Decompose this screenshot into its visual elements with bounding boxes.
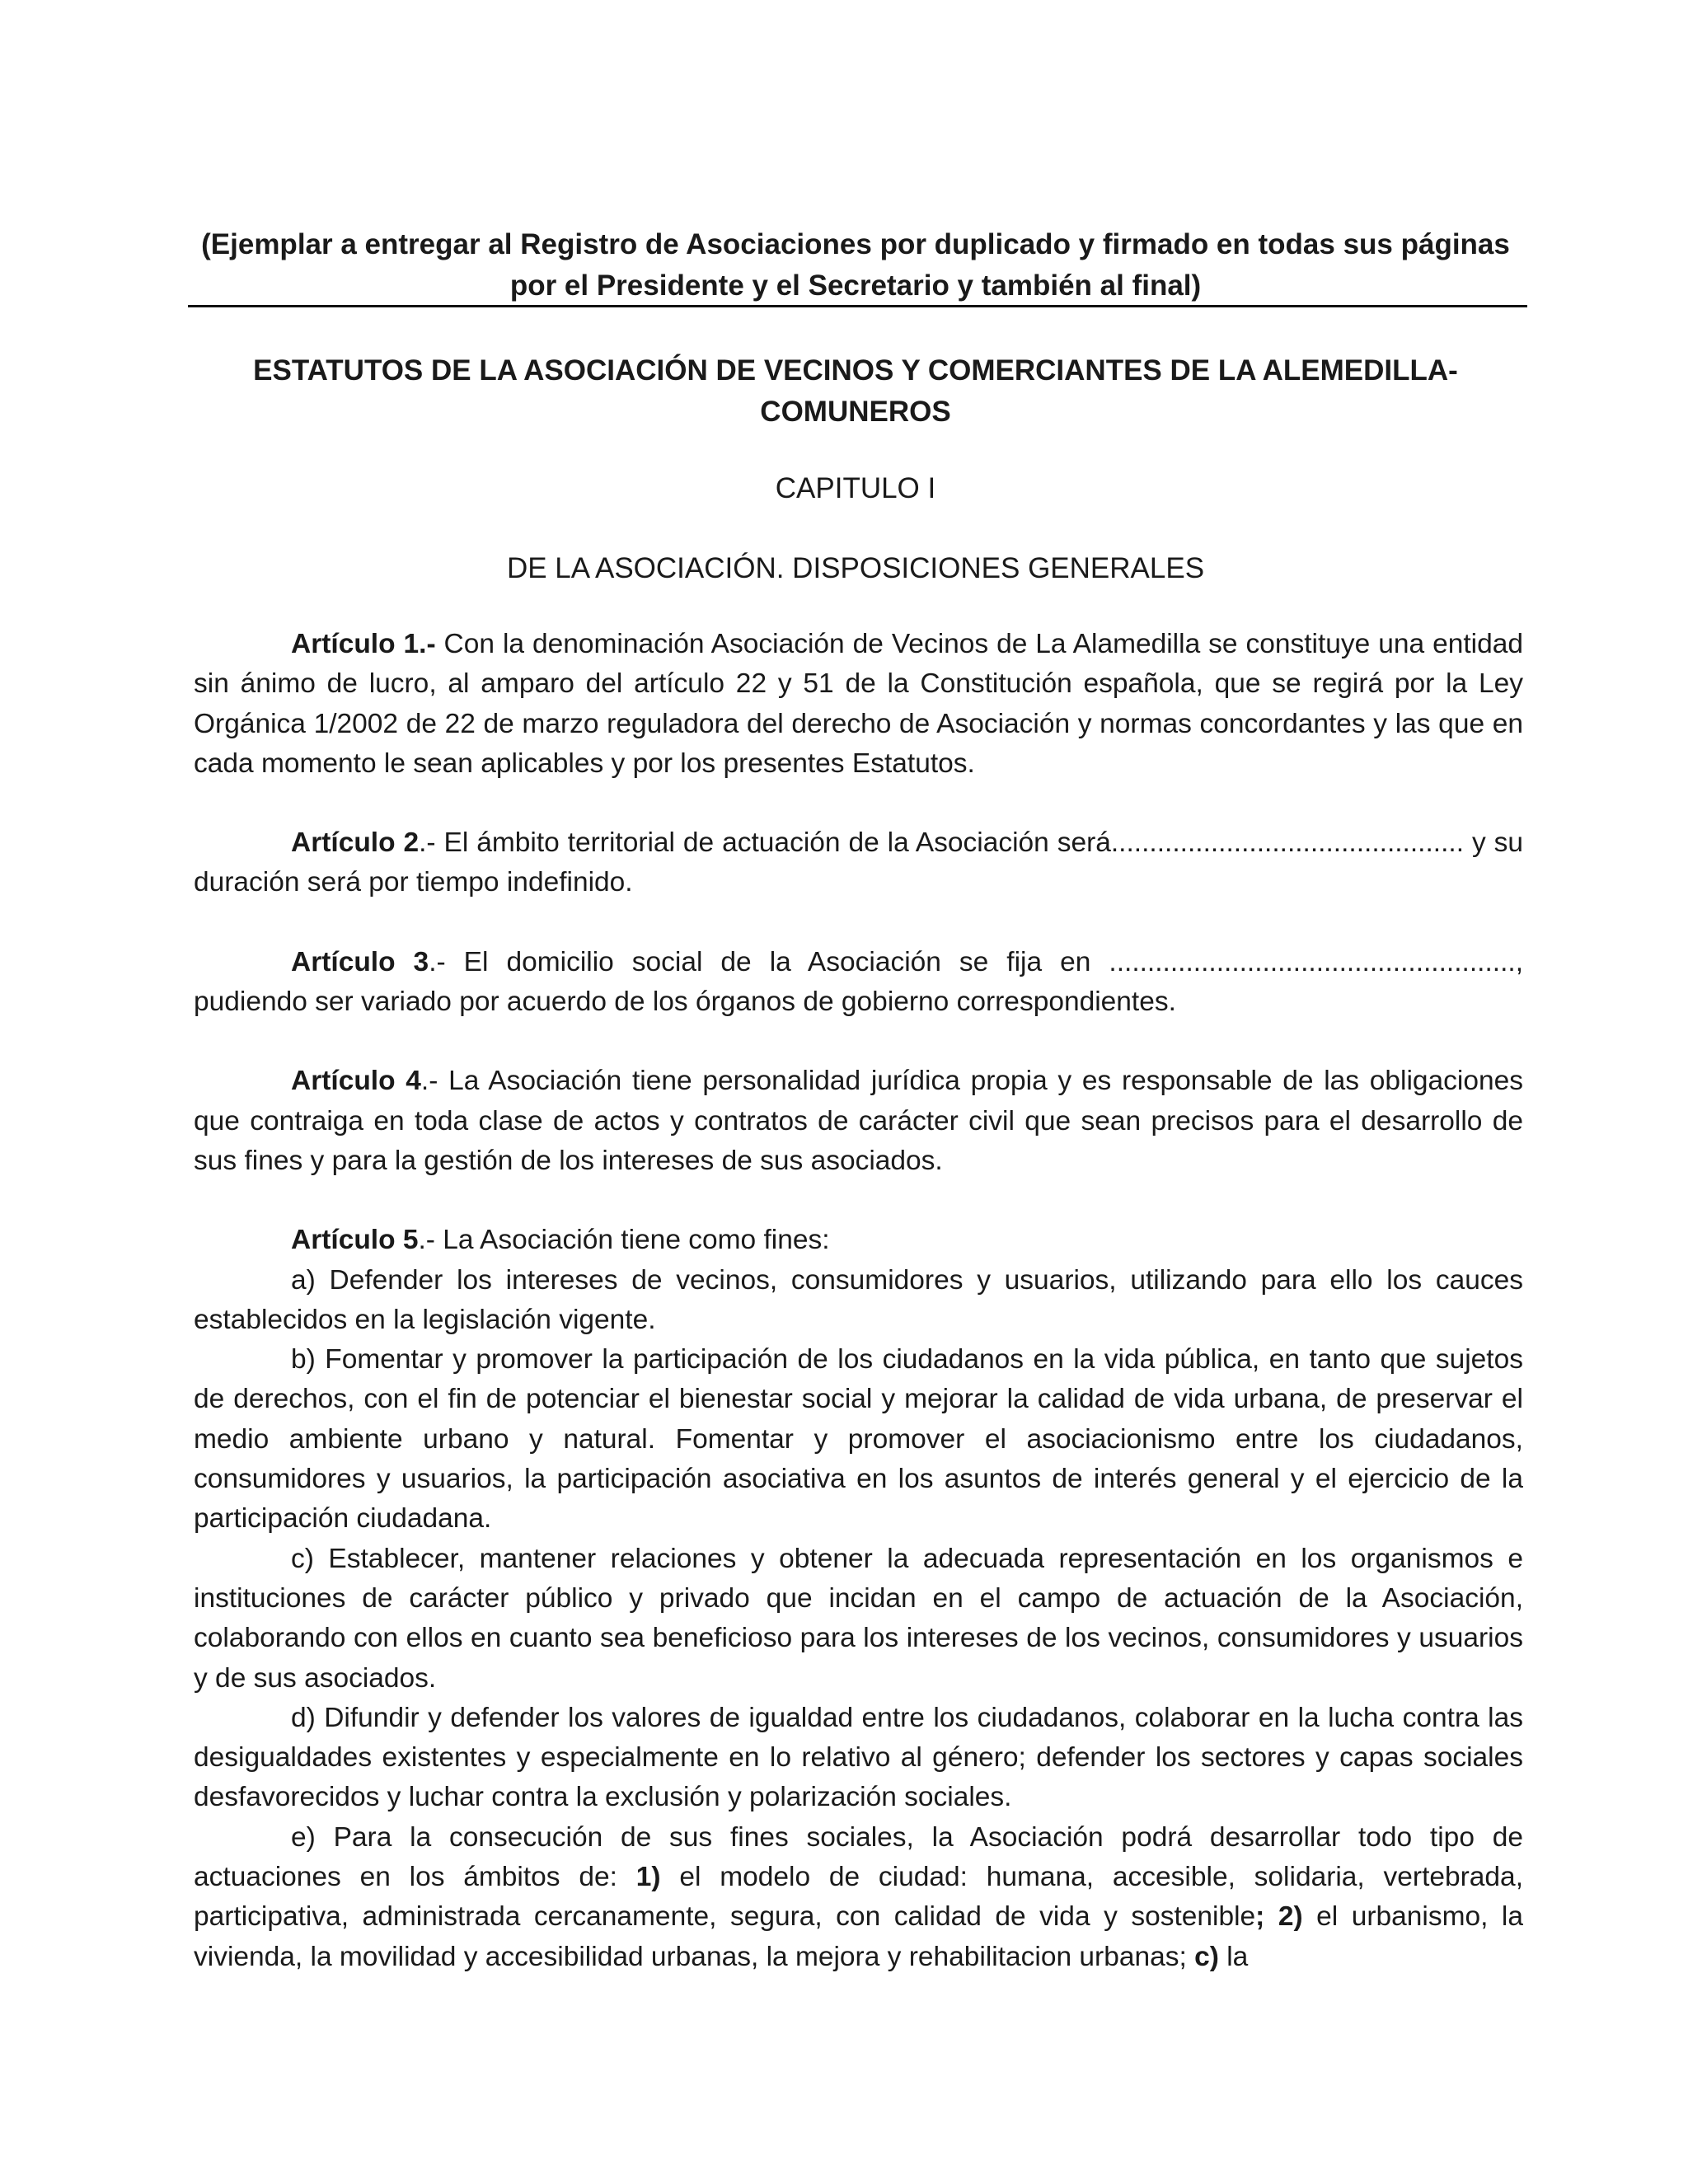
- item-e-text-3: el urbanismo, la vivienda, la movilidad y accesibilidad urbanas, la mejora y rehabilitacion urbanas;: [194, 1901, 1523, 1972]
- article-5: [194, 1221, 1523, 1260]
- document-title: ESTATUTOS DE LA ASOCIACIÓN DE VECINOS Y COMERCIANTES DE LA ALEMEDILLA-COMUNEROS: [253, 354, 1458, 428]
- item-e-space: [1264, 1901, 1278, 1932]
- item-e-text-2: el modelo de ciudad: humana, accesible, solidaria, vertebrada, participativa, administrada cercanamente, segura, con calidad de vida y sostenible: [194, 1862, 1524, 1933]
- item-e-marker-2: 2): [1278, 1901, 1303, 1933]
- article-5-item-a: a) Defender los intereses de vecinos, consumidores y usuarios, utilizando para ello los cauces establecidos en la legislación vigente.: [194, 1264, 1523, 1335]
- article-5-item-d: d) Difundir y defender los valores de igualdad entre los ciudadanos, colaborar en la lucha contra las desigualdades existentes y especialmente en lo relativo al género; defender los sectores y capas sociales desfavorecidos y luchar contra la exclusión y polarización sociales.: [194, 1702, 1523, 1813]
- submission-note-line-1: (Ejemplar a entregar al Registro de Asociaciones por duplicado y firmado en todas sus páginas: [201, 228, 1510, 260]
- article-5-label: Artículo 5: [291, 1225, 419, 1256]
- chapter-number: CAPITULO I: [775, 472, 936, 504]
- article-5-text: .- La Asociación tiene como fines:: [418, 1225, 830, 1256]
- article-3-label: Artículo 3: [291, 946, 429, 977]
- item-e-text-1: e) Para la consecución de sus fines sociales, la Asociación podrá desarrollar todo tipo de actuaciones en los ámbitos de:: [194, 1821, 1523, 1893]
- article-5-item-b: b) Fomentar y promover la participación de los ciudadanos en la vida pública, en tanto que sujetos de derechos, con el fin de potenciar el bienestar social y mejorar la calidad de vida urbana, de preservar el medio ambiente urbano y natural. Fomentar y promover el asociacionismo entre los ciudadanos, consumidores y usuarios, la participación asociativa en los asuntos de interés general y el ejercicio de la participación ciudadana.: [194, 1344, 1523, 1535]
- article-4-text: .- La Asociación tiene personalidad jurídica propia y es responsable de las obligaciones que contraiga en toda clase de actos y contratos de carácter civil que sean precisos para el desarrollo de sus fines y para la gestión de los intereses de sus asociados.: [194, 1066, 1524, 1176]
- article-3: [194, 943, 1523, 1023]
- submission-note: [188, 224, 1523, 307]
- article-2: [194, 823, 1523, 903]
- article-1-label: Artículo 1.-: [291, 629, 436, 659]
- header-divider: [188, 305, 1527, 307]
- item-e-text-4: la: [1218, 1941, 1249, 1972]
- document-body: [194, 625, 1523, 1977]
- article-2-label: Artículo 2: [291, 827, 420, 859]
- submission-note-line-2: por el Presidente y el Secretario y también al final): [509, 269, 1202, 302]
- article-5-item-c: c) Establecer, mantener relaciones y obtener la adecuada representación en los organismos e instituciones de carácter público y privado que incidan en el campo de actuación de la Asociación, colaborando con ellos en cuanto sea beneficioso para los intereses de los vecinos, consumidores y usuarios y de sus asociados.: [194, 1543, 1523, 1694]
- article-3-text: .- El domicilio social de la Asociación se fija en ....................................................., pudiendo ser variado por acuerdo de los órganos de gobierno correspondientes.: [194, 946, 1523, 1018]
- article-4-label: Artículo 4: [291, 1066, 421, 1097]
- item-e-marker-1: 1): [635, 1862, 661, 1893]
- article-1: [194, 625, 1523, 784]
- article-2-text: .- El ámbito territorial de actuación de la Asociación será.............................................. y su duración será por tiempo indefinido.: [194, 827, 1523, 898]
- item-e-semicolon: ;: [1255, 1901, 1265, 1933]
- article-4: [194, 1062, 1523, 1181]
- article-5-item-e: [194, 1818, 1523, 1977]
- article-1-text: Con la denominación Asociación de Vecinos de La Alamedilla se constituye una entidad sin ánimo de lucro, al amparo del artículo 22 y 51 de la Constitución española, que se regirá por la Ley Orgánica 1/2002 de 22 de marzo reguladora del derecho de Asociación y normas concordantes y las que en cada momento le sean aplicables y por los presentes Estatutos.: [194, 629, 1523, 779]
- item-e-marker-3: c): [1194, 1941, 1219, 1972]
- chapter-title: DE LA ASOCIACIÓN. DISPOSICIONES GENERALES: [506, 552, 1205, 584]
